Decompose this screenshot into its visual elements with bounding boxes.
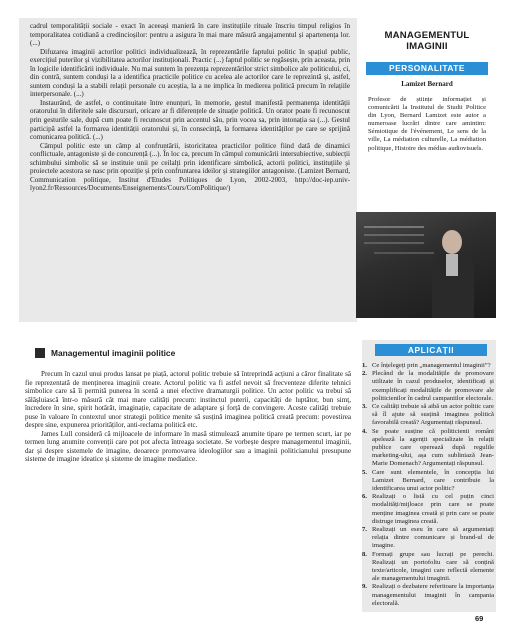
personality-description: Profesor de științe informației și comunicării la Institutul de Studii Politice din Lyon, Bernard Lamizet este autor a numeroase lucrări dintre care amintim: Sémiotique de l'événement, Le sens de la ville, La médiation culturelle, La médiation politique, Histoire des médias audiovisuels. <box>368 96 486 152</box>
personality-name: Lamizet Bernard <box>401 80 453 88</box>
section-body <box>25 370 351 464</box>
section-block <box>19 340 357 612</box>
heading-square-icon <box>35 348 45 358</box>
item-number: 7. <box>362 526 367 534</box>
lecturer-photo <box>356 212 496 318</box>
item-number: 9. <box>362 583 367 591</box>
item-text: Ce înțelegeți prin „managementul imaginii”? <box>372 362 491 369</box>
item-text: Care sunt elementele, în concepția lui Lamizet Bernard, care contribuie la identificarea unui actor politic? <box>372 468 494 493</box>
list-item <box>362 403 494 428</box>
quote-paragraph: Instaurând, de astfel, o continuitate între enunțuri, în memorie, gestul manifestă permanența identității oratorului în diferitele sale discursuri, oricare ar fi diferențele de situație politică. Un orator poate fi recunoscut prin gesturile sale, după cum poate fi recunoscut prin accentul său, prin vocea sa, prin intonația sa (...). Gestul participă astfel la formarea identității oratorului și, în consecință, la formarea identităților pe care se sprijină comunicarea politică. (...) <box>30 98 350 142</box>
list-item <box>362 551 494 584</box>
list-item <box>362 526 494 551</box>
sidebar-title <box>362 30 492 52</box>
personality-banner: PERSONALITATE <box>366 62 488 75</box>
list-item <box>362 428 494 469</box>
applications-banner: APLICAȚII <box>375 344 487 356</box>
section-heading <box>35 348 357 358</box>
item-number: 5. <box>362 468 367 476</box>
sidebar-title-line: MANAGEMENTUL <box>384 30 470 41</box>
item-text: Ce calități trebuie să aibă un actor politic care să îl ajute să susțină imaginea politică favorabilă creată? Argumentați răspunsul. <box>372 403 494 427</box>
sidebar <box>362 18 492 153</box>
item-text: Realizați o listă cu cel puțin cinci modalități/mijloace prin care se poate menține imaginea creată și prin care se poate distruge imaginea creată. <box>372 493 494 525</box>
applications-list <box>362 362 494 608</box>
quote-paragraph: Difuzarea imaginii actorilor politici individualizează, în reprezentările faptului politic în spațiul public, exercițiul puterilor și vizibilitatea actorilor instituționali. Practic (...) faptul politic se regăsește, prin aceasta, prin în logicile identificării individuale. Nu mai suntem în prezența reprezentărilor strict simbolice ale politicului, ci, din contră, suntem conduși la a identifica practicile politice cu acelea ale actorilor care le reprezintă și, astfel, suntem conduși la a stabili relații personale cu aceștia, la a ne implica în medierea politică precum în relațiile interpersonale. (...) <box>30 47 350 99</box>
section-paragraph: James Lull consideră că mijloacele de informare în masă stimulează anumite tipare pe termen scurt, iar pe termen lung anumite convenții care pot pot afecta întreaga societate. Se vorbește despre managementul imaginii, dar și despre sistemele de imagine, deoarece promovarea ideologiilor sau a imaginii politicianului presupune sisteme de imagine ideatice și sisteme de imagine mediatice. <box>25 429 351 464</box>
item-text: Formați grupe sau lucrați pe perechi. Realizați un portofoliu care să conțină texte/articole, imagini care reflectă elemente ale managementului imaginii. <box>372 550 494 583</box>
quote-paragraph: cadrul temporalității sociale - exact în aceeași manieră în care instituțiile rituale înscriu timpul religios în temporalitatea cotidiană a credincioșilor: pentru a asigura în mai mare măsură angajamentul și apartenența lor. (...) <box>30 22 350 48</box>
section-paragraph: Precum în cazul unui produs lansat pe piață, actorul politic trebuie să întreprindă acțiuni a căror finalitate să fie reprezentată de menținerea imaginii create. Actorul politic va fi astfel nevoit să frecventeze diferite tehnici simbolice care să îi permită punerea în scenă a unei efective dramaturgii politice. Un actor politic va trebui să sălășluiască într-o măsură cât mai mare calități precum: instinctul puterii, capacități de luptător, bun simț, încredere în sine, spirit hotărât, imaginație, capacitate de adaptare și forță de convingere. Aceste calități trebuie puse în valoare în contextul unor strategii politice menite să susțină imaginea politică creată precum: povestirea despre sine, expunerea priorităților, anti-reclama politică etc. <box>25 370 351 430</box>
section-heading-text: Managementul imaginii politice <box>51 348 176 358</box>
page-number: 69 <box>475 614 484 623</box>
sidebar-title-line: IMAGINII <box>406 41 448 52</box>
item-text: Realizați o dezbatere referitoare la importanța managementului imaginii în campania electorală. <box>372 583 494 607</box>
lecturer-figure <box>430 230 476 318</box>
quote-text-block <box>30 22 350 193</box>
quote-paragraph: Câmpul politic este un câmp al confruntării, istoricitatea practicilor politice fiind dată de dinamici conflictuale, antagoniste și de concurență (...). În loc ca, precum în câmpul comunicării intersubiective, subiecții schimbului simbolic să se instituie unii pe ceilalți prin identificare simbolică, actorii politici, instituțiile și proiectele acestora se nasc prin opoziție și prin confruntarea ideilor și strategiilor antagoniste. (Lamizet Bernard, Communication politique, Institut d'Etudes Politiques de Lyon, 2002-2003, http://doc-iep.univ-lyon2.fr/Ressources/Documents/Enseignements/Cours/ComPolitique/) <box>30 141 350 193</box>
item-number: 3. <box>362 403 367 411</box>
item-number: 1. <box>362 362 367 369</box>
list-item <box>362 583 494 608</box>
item-number: 2. <box>362 370 367 378</box>
list-item <box>362 493 494 526</box>
list-item <box>362 370 494 403</box>
item-number: 6. <box>362 493 367 501</box>
lecturer-shirt <box>446 254 458 276</box>
list-item <box>362 362 494 370</box>
item-number: 8. <box>362 550 367 558</box>
item-number: 4. <box>362 427 367 435</box>
item-text: Plecând de la modalitățile de promovare utilizate în cazul produselor, identificați și exemplificați modalitățile de promovare ale politicienilor în cadrul campaniilor electorale. <box>372 370 494 402</box>
lecturer-head <box>442 230 462 254</box>
item-text: Se poate susține că politicienii români apelează la agenții specializate în relații publice care operează după regulile marketing-ului, așa cum subliniază Jean-Marie Domenach? Argumentați răspunsul. <box>372 427 494 468</box>
chalk-writing <box>364 226 424 228</box>
item-text: Realizați un eseu în care să argumentați relația dintre comunicare și brand-ul de imagine. <box>372 526 494 550</box>
list-item <box>362 469 494 494</box>
